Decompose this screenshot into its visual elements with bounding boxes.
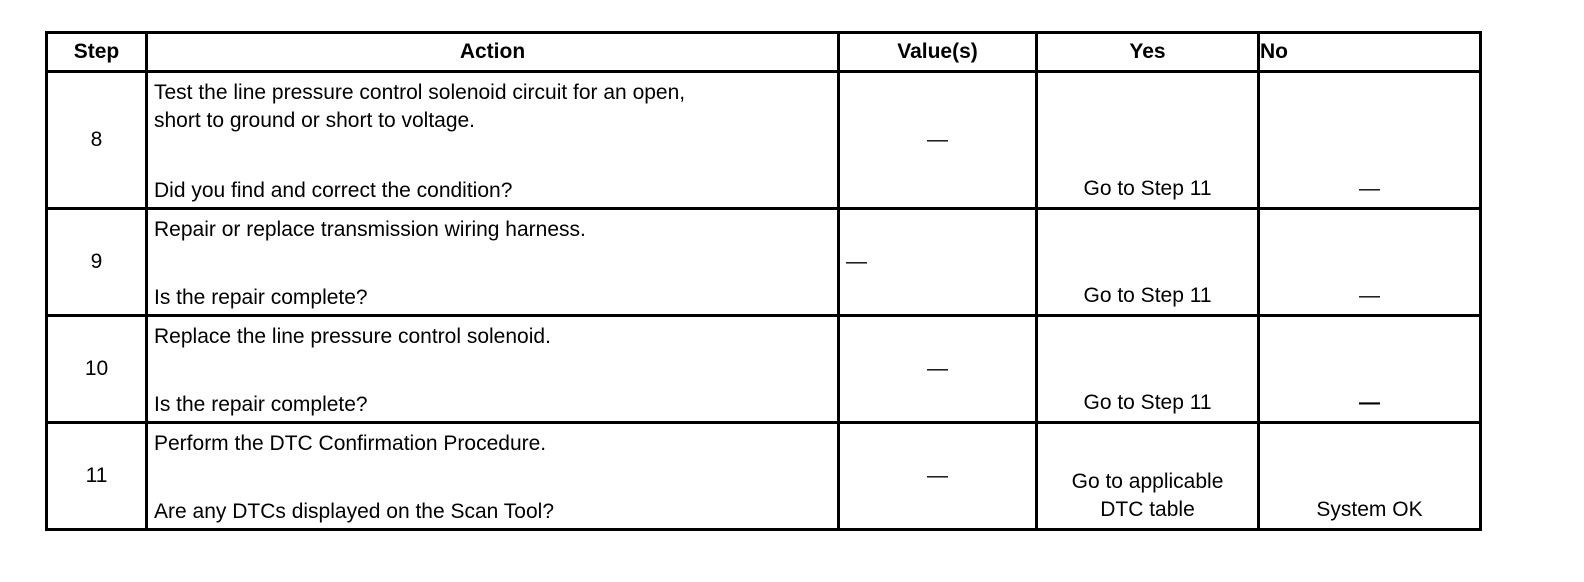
action-text: Replace the line pressure control solenoid. [154,325,551,348]
yes-text: Go to applicable DTC table [1071,470,1224,521]
yes-text: Go to Step 11 [1083,284,1212,307]
step-number: 8 [90,128,103,151]
yes-cell [1037,316,1259,423]
value-cell [839,209,1037,316]
yes-cell [1037,423,1259,530]
action-text: Test the line pressure control solenoid circuit for an open, short to ground or short to voltage. [154,81,686,132]
action-question: Is the repair complete? [154,286,368,309]
yes-text: Go to Step 11 [1083,391,1212,414]
header-yes: Yes [1037,33,1259,72]
header-step: Step [47,33,147,72]
step-cell [47,72,147,209]
action-cell [147,316,839,423]
header-no: No [1259,33,1481,72]
value-cell [839,423,1037,530]
value-text: — [927,464,948,487]
table-row [47,423,1481,530]
value-cell [839,72,1037,209]
step-cell [47,316,147,423]
action-text: Repair or replace transmission wiring harness. [154,218,586,241]
no-cell [1259,72,1481,209]
yes-cell [1037,209,1259,316]
table-row [47,316,1481,423]
no-cell [1259,209,1481,316]
action-text: Perform the DTC Confirmation Procedure. [154,432,547,455]
action-question: Is the repair complete? [154,393,368,416]
header-action: Action [147,33,839,72]
value-text: — [927,357,948,380]
action-question: Did you find and correct the condition? [154,179,513,202]
header-values: Value(s) [839,33,1037,72]
table-row [47,209,1481,316]
value-text: — [927,128,948,151]
yes-text: Go to Step 11 [1083,177,1212,200]
action-cell [147,72,839,209]
step-cell [47,209,147,316]
no-text: System OK [1316,498,1423,521]
no-cell [1259,423,1481,530]
step-number: 11 [85,464,108,487]
step-number: 10 [84,357,109,380]
action-cell [147,209,839,316]
no-text: — [1359,391,1380,414]
table-row [47,72,1481,209]
value-text: — [846,250,867,273]
header-row [47,33,1481,72]
no-text: — [1359,177,1380,200]
yes-cell [1037,72,1259,209]
action-cell [147,423,839,530]
action-question: Are any DTCs displayed on the Scan Tool? [154,500,555,523]
step-cell [47,423,147,530]
no-text: — [1359,284,1380,307]
no-cell [1259,316,1481,423]
value-cell [839,316,1037,423]
diagnostic-table [45,31,1482,531]
step-number: 9 [90,250,103,273]
